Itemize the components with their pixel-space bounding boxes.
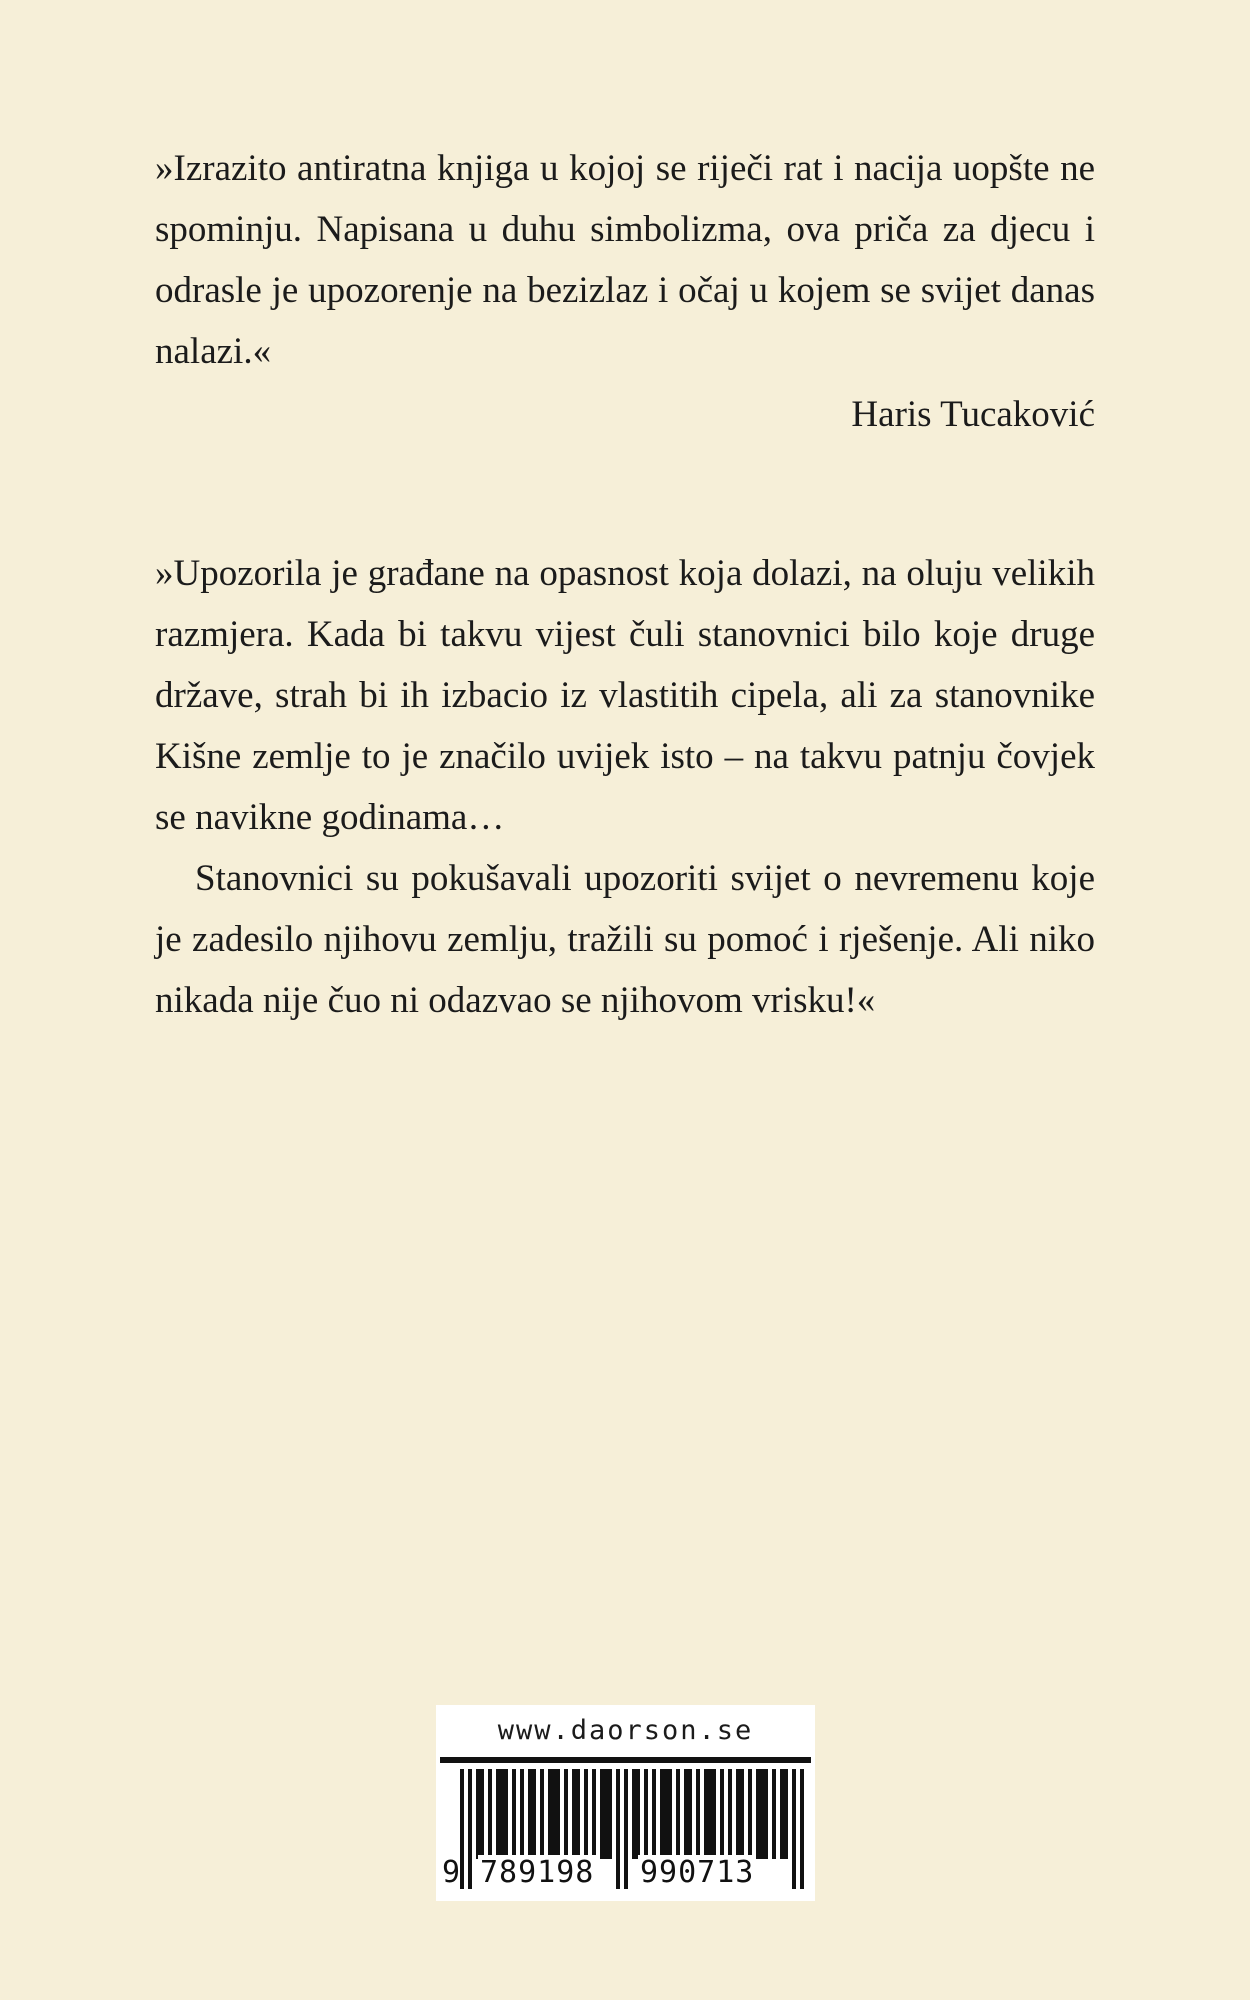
publisher-url: www.daorson.se xyxy=(497,1715,754,1746)
isbn-number xyxy=(436,1855,815,1895)
quote-block-1 xyxy=(155,138,1095,445)
quote-1-text: »Izrazito antiratna knjiga u kojoj se riječi rat i nacija uopšte ne spominju. Napisana u duhu simbolizma, ova priča za djecu i odrasle je upozorenje na bezizlaz i očaj u kojem se svijet danas nalazi.« xyxy=(155,148,1095,372)
quote-2-paragraph-1: »Upozorila je građane na opasnost koja dolazi, na oluju velikih razmjera. Kada bi takvu vijest čuli stanovnici bilo koje druge države, strah bi ih izbacio iz vlastitih cipela, ali za stanovnike Kišne zemlje to je značilo uvijek isto – na takvu patnju čovjek se navikne godinama… xyxy=(155,553,1095,838)
quote-block-2 xyxy=(155,543,1095,1031)
isbn-digit-group-1: 789198 xyxy=(480,1855,595,1890)
quote-2-paragraph-2: Stanovnici su pokušavali upozoriti svijet o nevremenu koje je zadesilo njihovu zemlju, tražili su pomoć i rješenje. Ali niko nikada nije čuo ni odazvao se njihovom vrisku!« xyxy=(155,858,1095,1021)
barcode-label xyxy=(436,1705,815,1901)
quote-1-author: Haris Tucaković xyxy=(851,394,1095,435)
isbn-digit-group-2: 990713 xyxy=(640,1855,755,1890)
barcode-divider xyxy=(440,1757,811,1763)
isbn-lead-digit: 9 xyxy=(442,1855,461,1890)
